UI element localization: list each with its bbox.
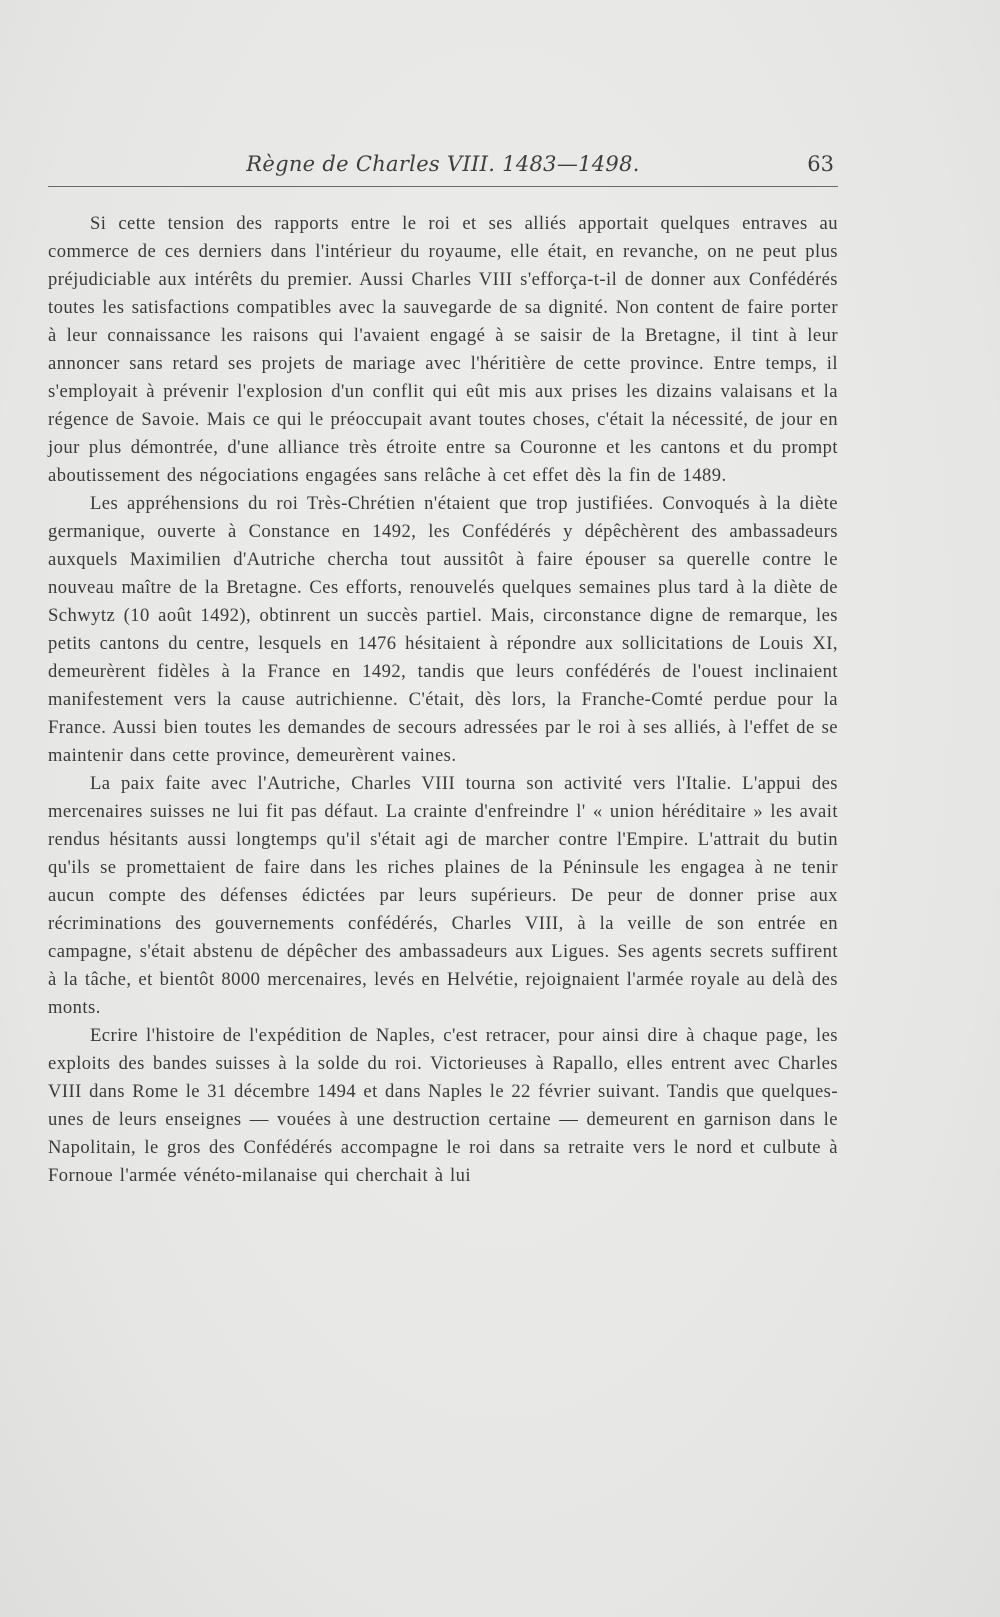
paragraph: Les appréhensions du roi Très-Chrétien n'étaient que trop justifiées. Convoqués à la diète germanique, ouverte à Constance en 1492, les Confédérés y dépêchèrent des ambassadeurs auxquels Maximilien d'Autriche chercha tout aussitôt à faire épouser sa querelle contre le nouveau maître de la Bretagne. Ces efforts, renouvelés quelques semaines plus tard à la diète de Schwytz (10 août 1492), obtinrent un succès partiel. Mais, circonstance digne de remarque, les petits cantons du centre, lesquels en 1476 hésitaient à répondre aux sollicitations de Louis XI, demeurèrent fidèles à la France en 1492, tandis que leurs confédérés de l'ouest inclinaient manifestement vers la cause autrichienne. C'était, dès lors, la Franche-Comté perdue pour la France. Aussi bien toutes les demandes de secours adressées par le roi à ses alliés, à l'effet de se maintenir dans cette province, demeurèrent vaines. bbox=[48, 493, 838, 766]
running-title: Règne de Charles VIII. 1483—1498. bbox=[246, 152, 640, 176]
page-header bbox=[48, 150, 838, 187]
body-text bbox=[48, 210, 838, 1190]
paragraph: Ecrire l'histoire de l'expédition de Naples, c'est retracer, pour ainsi dire à chaque page, les exploits des bandes suisses à la solde du roi. Victorieuses à Rapallo, elles entrent avec Charles VIII dans Rome le 31 décembre 1494 et dans Naples le 22 février suivant. Tandis que quelques-unes de leurs enseignes — vouées à une destruction certaine — demeurent en garnison dans le Napolitain, le gros des Confédérés accompagne le roi dans sa retraite vers le nord et culbute à Fornoue l'armée vénéto-milanaise qui cherchait à lui bbox=[48, 1025, 838, 1186]
paragraph: Si cette tension des rapports entre le roi et ses alliés apportait quelques entraves au commerce de ces derniers dans l'intérieur du royaume, elle était, en revanche, on ne peut plus préjudiciable aux intérêts du premier. Aussi Charles VIII s'efforça-t-il de donner aux Confédérés toutes les satisfactions compatibles avec la sauvegarde de sa dignité. Non content de faire porter à leur connaissance les raisons qui l'avaient engagé à se saisir de la Bretagne, il tint à leur annoncer sans retard ses projets de mariage avec l'héritière de cette province. Entre temps, il s'employait à prévenir l'explosion d'un conflit qui eût mis aux prises les dizains valaisans et la régence de Savoie. Mais ce qui le préoccupait avant toutes choses, c'était la nécessité, de jour en jour plus démontrée, d'une alliance très étroite entre sa Couronne et les cantons et du prompt aboutissement des négociations engagées sans relâche à cet effet dès la fin de 1489. bbox=[48, 213, 838, 486]
paragraph: La paix faite avec l'Autriche, Charles VIII tourna son activité vers l'Italie. L'appui des mercenaires suisses ne lui fit pas défaut. La crainte d'enfreindre l' « union héréditaire » les avait rendus hésitants aussi longtemps qu'il s'était agi de marcher contre l'Empire. L'attrait du butin qu'ils se promettaient de faire dans les riches plaines de la Péninsule les engagea à ne tenir aucun compte des défenses édictées par leurs supérieurs. De peur de donner prise aux récriminations des gouvernements confédérés, Charles VIII, à la veille de son entrée en campagne, s'était abstenu de dépêcher des ambassadeurs aux Ligues. Ses agents secrets suffirent à la tâche, et bientôt 8000 mercenaires, levés en Helvétie, rejoignaient l'armée royale au delà des monts. bbox=[48, 773, 838, 1018]
page-number: 63 bbox=[807, 152, 834, 176]
